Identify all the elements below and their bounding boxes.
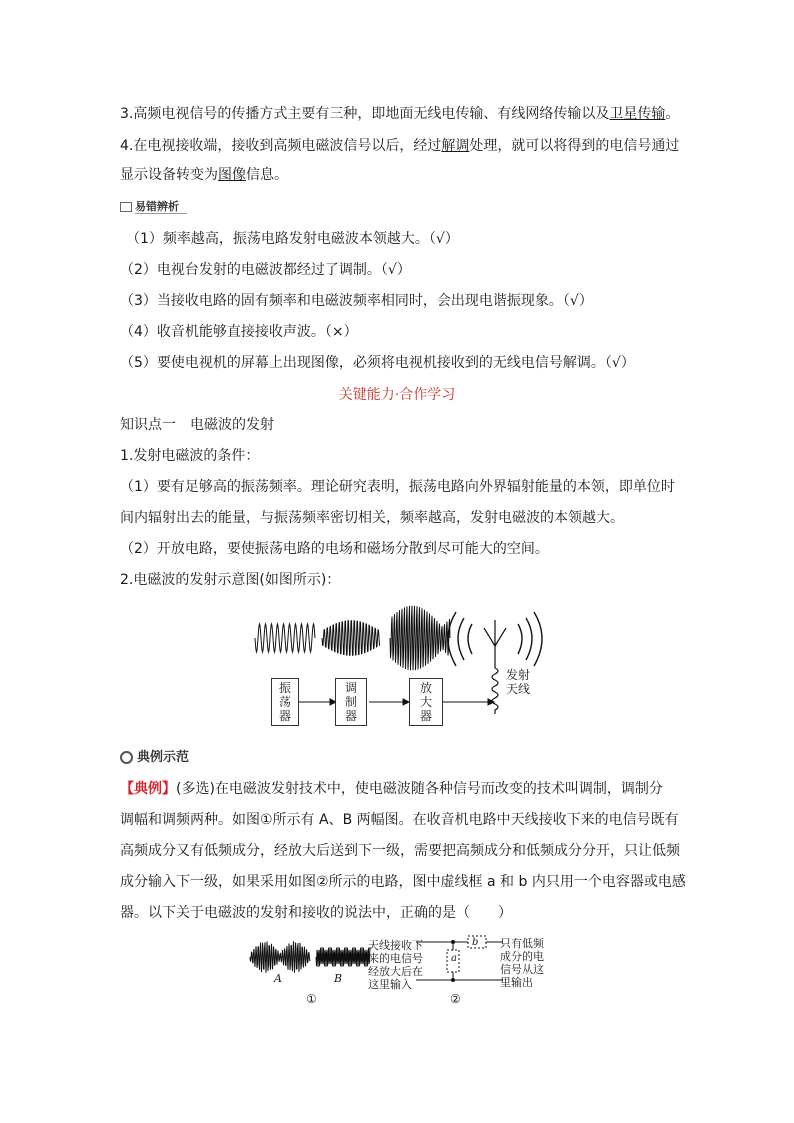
item-4-line2 <box>120 165 288 185</box>
diagram-heading: 2.电磁波的发射示意图(如图所示)： <box>120 572 341 588</box>
judgement-2: （2）电视台发射的电磁波都经过了调制。（√） <box>120 262 411 278</box>
judgement-3: （3）当接收电路的固有频率和电磁波频率相同时，会出现电谐振现象。（√） <box>120 293 593 309</box>
item-3-underline: 卫星传输 <box>609 106 666 122</box>
antenna-label-1: 发射 <box>506 668 531 682</box>
item-4b-text: 显示设备转变为 <box>120 167 218 183</box>
amplifier-char-2: 大 <box>419 695 432 709</box>
example-line-1 <box>120 779 663 799</box>
oscillator-char-3: 器 <box>278 709 291 723</box>
input-description <box>368 939 423 991</box>
carrier-waveform <box>255 624 315 652</box>
box-b-label: b <box>472 937 479 948</box>
judgement-5: （5）要使电视机的屏幕上出现图像，必须将电视机接收到的无线电信号解调。（√） <box>120 355 635 371</box>
condition-heading: 1.发射电磁波的条件： <box>120 448 260 464</box>
item-4-text: 4.在电视接收端，接收到高频电磁波信号以后，经过 <box>120 138 442 154</box>
antenna-label <box>506 668 530 696</box>
oscillator-char-1: 振 <box>278 681 291 695</box>
item-4-line1 <box>120 136 679 156</box>
section-tag-label: 易错辨析 <box>135 200 187 214</box>
section-title: 关键能力·合作学习 <box>338 387 456 403</box>
figure-caption-2: ② <box>450 992 461 1006</box>
item-3-text: 3.高频电视信号的传播方式主要有三种，即地面无线电传输、有线网络传输以及 <box>120 106 610 122</box>
output-desc-1: 只有低频 <box>500 937 544 950</box>
input-desc-4: 这里输入 <box>368 978 412 991</box>
example-text-1: (多选)在电磁波发射技术中，使电磁波随各种信号而改变的技术叫调制，调制分 <box>176 781 663 797</box>
item-3 <box>120 104 679 124</box>
amplifier-char-3: 器 <box>419 709 432 723</box>
fm-waveform <box>316 947 370 967</box>
condition-1-line1: （1）要有足够高的振荡频率。理论研究表明，振荡电路向外界辐射能量的本领，即单位时 <box>120 479 675 495</box>
antenna-label-2: 天线 <box>506 682 531 696</box>
antenna-icon <box>484 620 506 714</box>
output-desc-2: 成分的电 <box>500 950 544 963</box>
amplified-waveform <box>390 606 450 671</box>
item-4b-underline: 图像 <box>218 167 246 183</box>
example-tag-label: 典例示范 <box>137 750 190 765</box>
waveform-label-a: A <box>274 972 282 985</box>
input-desc-2: 来的电信号 <box>368 952 423 965</box>
item-3-end: 。 <box>665 106 680 122</box>
input-desc-3: 经放大后在 <box>368 965 423 978</box>
output-desc-4: 里输出 <box>500 976 533 989</box>
figure-caption-1: ① <box>306 992 317 1006</box>
condition-1-line2: 间内辐射出去的能量，与振荡频率密切相关，频率越高，发射电磁波的本领越大。 <box>120 510 624 526</box>
judgement-1: （1）频率越高，振荡电路发射电磁波本领越大。（√） <box>126 231 459 247</box>
magnifier-icon <box>120 751 133 764</box>
modulator-char-2: 制 <box>344 695 357 709</box>
modulator-char-1: 调 <box>344 681 357 695</box>
example-section-tag <box>120 746 189 765</box>
input-desc-1: 天线接收下 <box>368 939 423 952</box>
judgement-4: （4）收音机能够直接接收声波。（×） <box>120 324 358 340</box>
item-4b-end: 信息。 <box>246 167 288 183</box>
amplifier-box <box>409 678 443 726</box>
item-4-end: 处理，就可以将得到的电信号通过 <box>469 138 680 154</box>
am-waveform <box>250 941 310 973</box>
modulated-waveform <box>322 621 380 656</box>
amplifier-char-1: 放 <box>419 681 432 695</box>
example-line-5: 器。以下关于电磁波的发射和接收的说法中，正确的是（ ） <box>120 905 512 921</box>
output-desc-3: 信号从这 <box>500 963 544 976</box>
oscillator-char-2: 荡 <box>278 695 291 709</box>
knowledge-point-title: 知识点一 电磁波的发射 <box>120 417 274 433</box>
output-description <box>500 937 544 989</box>
note-icon <box>120 202 132 212</box>
example-line-4: 成分输入下一级，如果采用如图②所示的电路，图中虚线框 a 和 b 内只用一个电容器或电感 <box>120 874 686 890</box>
example-line-2: 调幅和调频两种。如图①所示有 A、B 两幅图。在收音机电路中天线接收下来的电信号既有 <box>120 812 679 828</box>
example-line-3: 高频成分又有低频成分，经放大后送到下一级，需要把高频成分和低频成分分开，只让低频 <box>120 843 680 859</box>
waveform-label-b: B <box>334 972 343 985</box>
oscillator-box <box>271 678 299 726</box>
modulator-char-3: 器 <box>344 709 357 723</box>
item-4-underline: 解调 <box>441 138 470 154</box>
example-label: 【典例】 <box>120 781 176 797</box>
box-a-label: a <box>451 953 457 964</box>
modulator-box <box>335 678 367 726</box>
condition-2: （2）开放电路，要使振荡电路的电场和磁场分散到尽可能大的空间。 <box>120 541 549 557</box>
section-tag-errors <box>120 198 187 214</box>
